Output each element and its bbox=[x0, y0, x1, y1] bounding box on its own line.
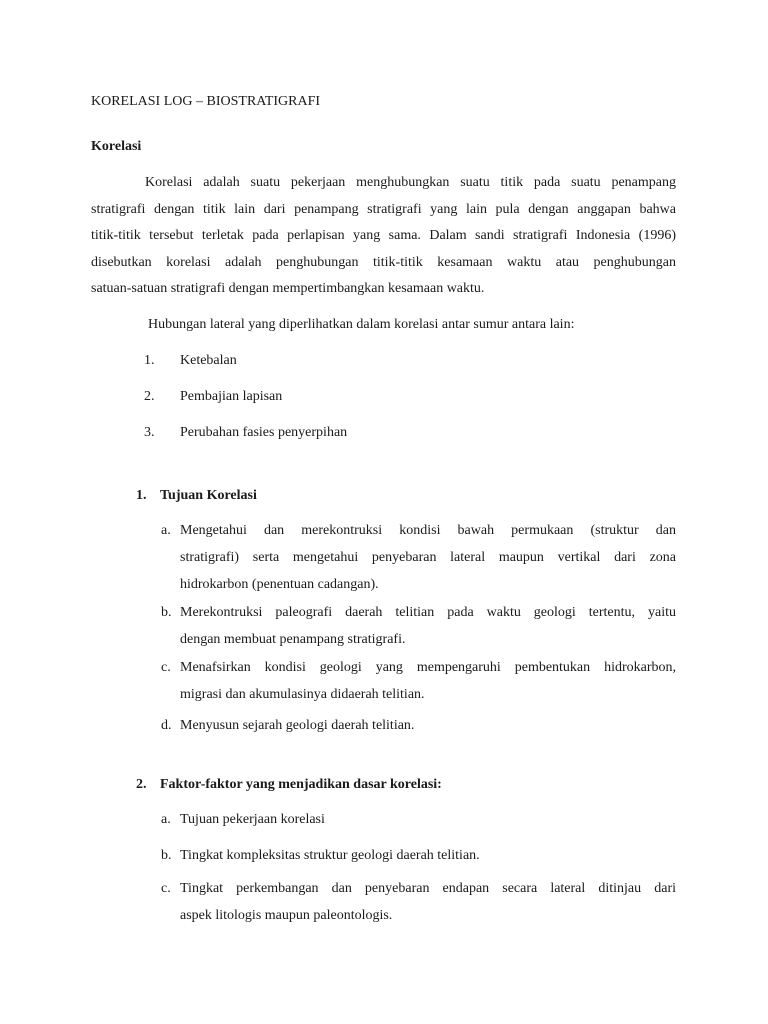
paragraph-line: satuan-satuan stratigrafi dengan mempertimbangkan kesamaan waktu. bbox=[91, 281, 485, 296]
list-item bbox=[180, 875, 676, 929]
section-heading-tujuan: Tujuan Korelasi bbox=[160, 488, 257, 503]
item-line: Mengetahui dan merekontruksi kondisi bawah permukaan (struktur dan bbox=[180, 523, 676, 538]
paragraph-definition bbox=[91, 170, 676, 303]
item-mark: b. bbox=[161, 605, 172, 620]
item-line: Merekontruksi paleografi daerah telitian pada waktu geologi tertentu, yaitu bbox=[180, 605, 676, 620]
item-mark: b. bbox=[161, 848, 172, 863]
item-mark: c. bbox=[161, 660, 171, 675]
list-number: 3. bbox=[144, 425, 155, 440]
item-line: Menafsirkan kondisi geologi yang mempengaruhi pembentukan hidrokarbon, bbox=[180, 660, 676, 675]
list-number: 2. bbox=[144, 389, 155, 404]
item-line: hidrokarbon (penentuan cadangan). bbox=[180, 577, 379, 592]
item-line: Tingkat kompleksitas struktur geologi daerah telitian. bbox=[180, 848, 480, 863]
item-line: migrasi dan akumulasinya didaerah telitian. bbox=[180, 687, 425, 702]
paragraph-line: stratigrafi dengan titik lain dari penampang stratigrafi yang lain pula dengan anggapan bahwa bbox=[91, 201, 676, 217]
item-line: dengan membuat penampang stratigrafi. bbox=[180, 632, 406, 647]
list-item-text: Perubahan fasies penyerpihan bbox=[180, 425, 348, 440]
section-number: 2. bbox=[136, 777, 147, 792]
list-item bbox=[180, 517, 676, 598]
list-item-text: Ketebalan bbox=[180, 353, 237, 368]
item-line: Tingkat perkembangan dan penyebaran endapan secara lateral ditinjau dari bbox=[180, 881, 676, 896]
section-heading-korelasi: Korelasi bbox=[91, 139, 142, 154]
item-mark: a. bbox=[161, 523, 171, 538]
list-item bbox=[180, 842, 676, 869]
item-line: aspek litologis maupun paleontologis. bbox=[180, 908, 393, 923]
item-line: Tujuan pekerjaan korelasi bbox=[180, 812, 325, 827]
paragraph-line: disebutkan korelasi adalah penghubungan titik-titik kesamaan waktu atau penghubungan bbox=[91, 254, 676, 270]
list-item bbox=[180, 712, 676, 739]
list-item-text: Pembajian lapisan bbox=[180, 389, 283, 404]
item-mark: d. bbox=[161, 718, 172, 733]
list-item bbox=[180, 654, 676, 708]
section-number: 1. bbox=[136, 488, 147, 503]
list-item bbox=[180, 599, 676, 653]
item-line: stratigrafi) serta mengetahui penyebaran lateral maupun vertikal dari zona bbox=[180, 550, 676, 565]
paragraph-line: titik-titik tersebut terletak pada perlapisan yang sama. Dalam sandi stratigrafi Indonesia (1996) bbox=[91, 228, 676, 243]
list-number: 1. bbox=[144, 353, 155, 368]
document-title: KORELASI LOG – BIOSTRATIGRAFI bbox=[91, 94, 321, 109]
paragraph-line: Korelasi adalah suatu pekerjaan menghubungkan suatu titik pada suatu penampang bbox=[145, 175, 676, 190]
item-mark: a. bbox=[161, 812, 171, 827]
paragraph-lateral-intro: Hubungan lateral yang diperlihatkan dalam korelasi antar sumur antara lain: bbox=[148, 317, 575, 332]
section-heading-faktor: Faktor-faktor yang menjadikan dasar korelasi: bbox=[160, 777, 442, 792]
item-mark: c. bbox=[161, 881, 171, 896]
item-line: Menyusun sejarah geologi daerah telitian. bbox=[180, 718, 415, 733]
list-item bbox=[180, 806, 676, 833]
